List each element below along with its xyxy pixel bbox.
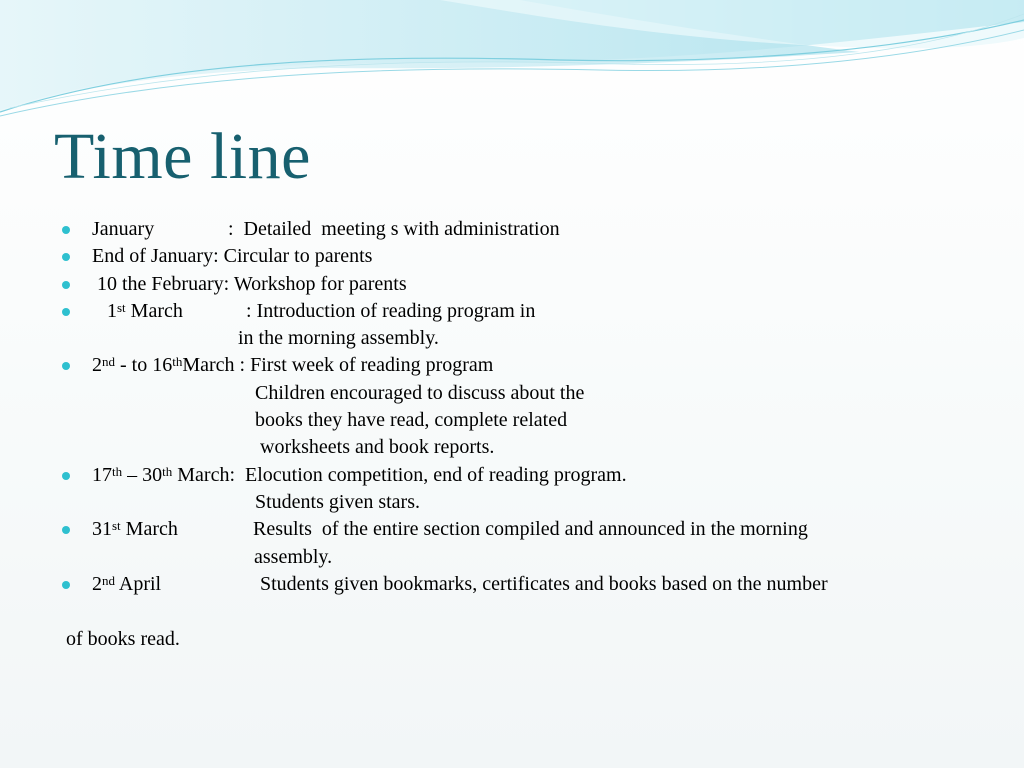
date-suffix: nd bbox=[102, 573, 115, 588]
list-item bbox=[62, 352, 494, 379]
date-suffix: th bbox=[172, 354, 183, 369]
continuation-line bbox=[62, 380, 585, 407]
date-month: March bbox=[125, 300, 183, 322]
date-suffix: st bbox=[112, 518, 121, 533]
item-detail: Children encouraged to discuss about the bbox=[255, 382, 585, 404]
item-date bbox=[92, 298, 183, 325]
wave-header-decoration bbox=[0, 0, 1024, 130]
item-detail: in the morning assembly. bbox=[238, 327, 439, 349]
item-text: 10 the February: Workshop for parents bbox=[92, 273, 407, 295]
date-number: 1 bbox=[92, 300, 117, 322]
continuation-line bbox=[62, 407, 568, 434]
date-range: - to 16 bbox=[115, 354, 173, 376]
list-item bbox=[62, 271, 407, 298]
continuation-line bbox=[62, 626, 180, 653]
bullet-icon bbox=[62, 253, 70, 261]
date-range: – 30 bbox=[122, 464, 163, 486]
slide-title: Time line bbox=[54, 120, 311, 193]
date-suffix: th bbox=[112, 464, 123, 479]
item-detail: Students given stars. bbox=[255, 491, 420, 513]
date-number: 2 bbox=[92, 573, 102, 595]
item-detail: assembly. bbox=[254, 546, 333, 568]
item-date bbox=[92, 516, 178, 543]
bullet-icon bbox=[62, 472, 70, 480]
continuation-line bbox=[62, 544, 333, 571]
item-detail: : Detailed meeting s with administration bbox=[228, 218, 560, 240]
bullet-icon bbox=[62, 362, 70, 370]
item-text: End of January: Circular to parents bbox=[92, 245, 373, 267]
item-detail: Students given bookmarks, certificates and books based on the number bbox=[260, 573, 828, 595]
list-item bbox=[62, 462, 627, 489]
list-item bbox=[62, 516, 808, 543]
item-date bbox=[92, 571, 161, 598]
bullet-icon bbox=[62, 226, 70, 234]
bullet-icon bbox=[62, 281, 70, 289]
list-item bbox=[62, 571, 828, 598]
date-suffix: nd bbox=[102, 354, 115, 369]
bullet-icon bbox=[62, 581, 70, 589]
list-item bbox=[62, 216, 560, 243]
item-detail: Results of the entire section compiled and announced in the morning bbox=[253, 518, 808, 540]
date-number: 31 bbox=[92, 518, 112, 540]
continuation-line bbox=[62, 434, 495, 461]
date-suffix: st bbox=[117, 300, 126, 315]
date-suffix: th bbox=[162, 464, 173, 479]
item-detail: books they have read, complete related bbox=[255, 409, 568, 431]
item-date bbox=[92, 352, 493, 379]
date-number: 17 bbox=[92, 464, 112, 486]
date-number: 2 bbox=[92, 354, 102, 376]
continuation-line bbox=[62, 325, 439, 352]
item-detail: March : First week of reading program bbox=[182, 354, 494, 376]
item-detail: of books read. bbox=[66, 628, 180, 650]
item-date bbox=[92, 462, 627, 489]
item-detail: : Introduction of reading program in bbox=[246, 300, 536, 322]
list-item bbox=[62, 298, 536, 325]
date-month: April bbox=[115, 573, 162, 595]
item-detail: March: Elocution competition, end of reading program. bbox=[172, 464, 627, 486]
continuation-line bbox=[62, 489, 420, 516]
bullet-icon bbox=[62, 526, 70, 534]
item-detail: worksheets and book reports. bbox=[255, 436, 495, 458]
list-item bbox=[62, 243, 373, 270]
bullet-icon bbox=[62, 308, 70, 316]
date-month: March bbox=[120, 518, 178, 540]
item-text: January bbox=[92, 218, 155, 240]
